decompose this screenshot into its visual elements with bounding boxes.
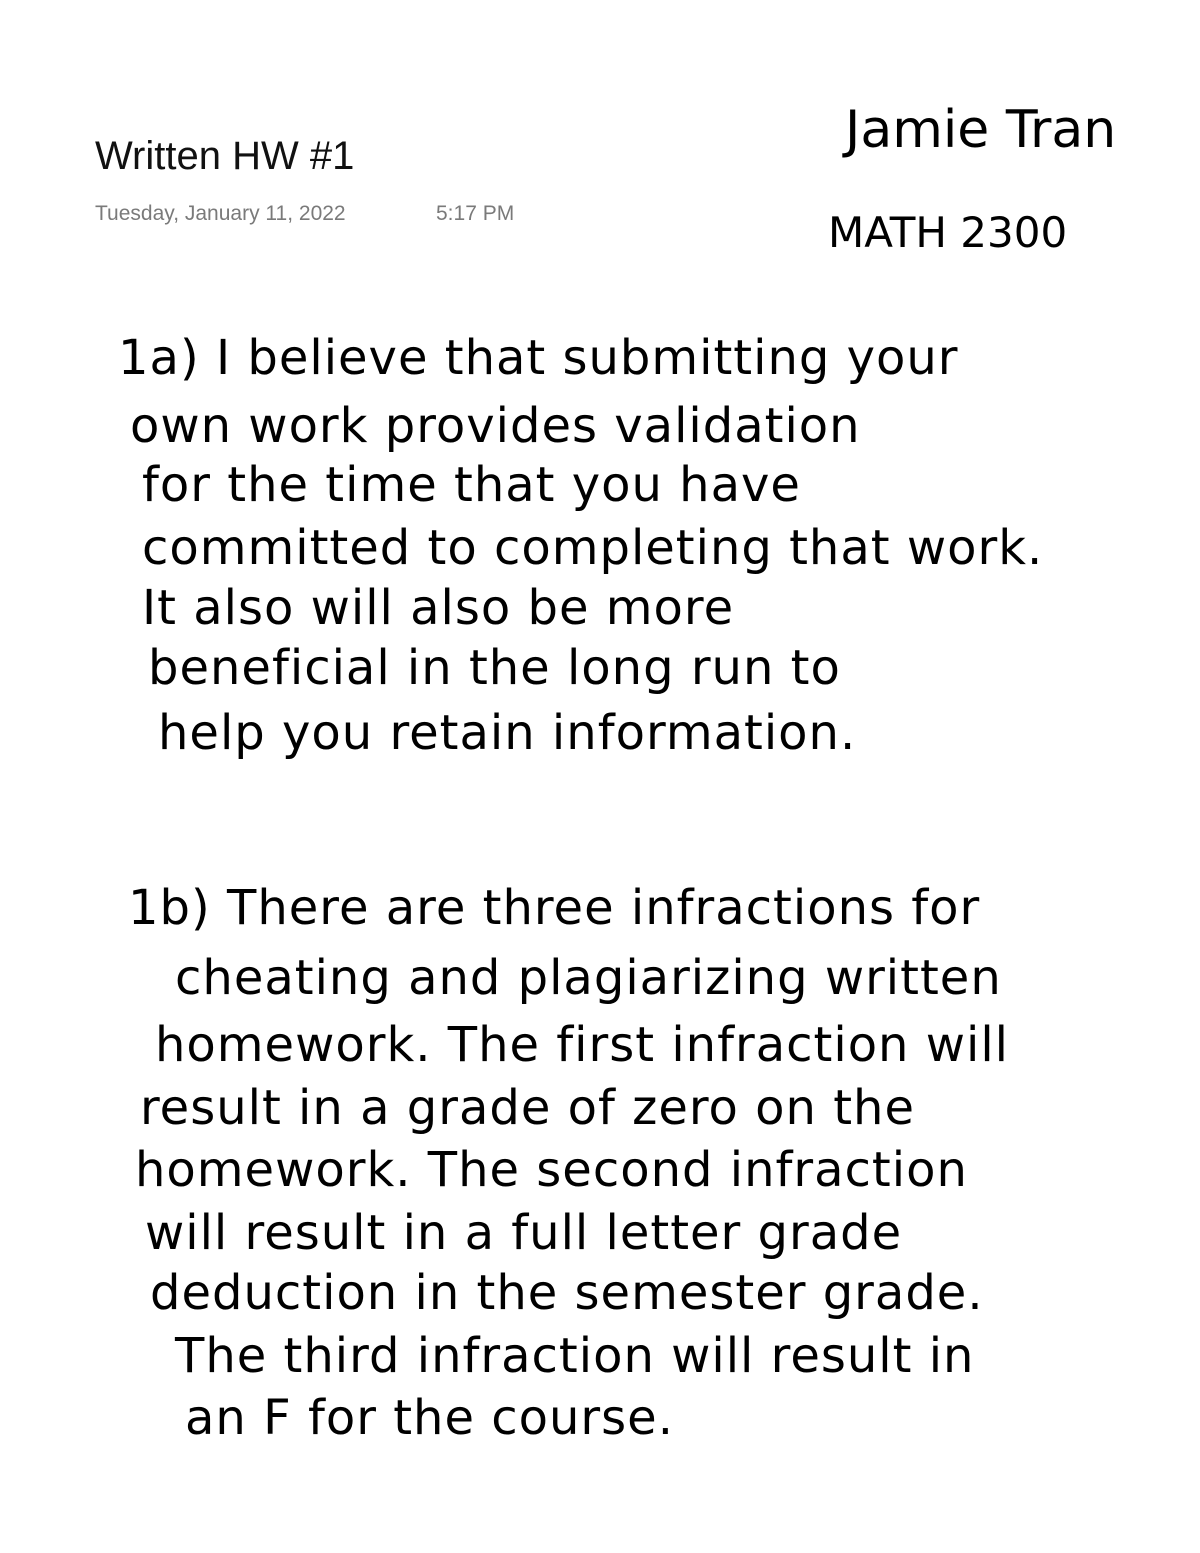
page-date: Tuesday, January 11, 2022 xyxy=(95,202,346,225)
handwritten-line: cheating and plagiarizing written xyxy=(175,950,1002,1006)
handwritten-line: own work provides validation xyxy=(130,398,861,454)
handwritten-line: 1a) I believe that submitting your xyxy=(118,330,959,386)
handwritten-line: an F for the course. xyxy=(185,1390,674,1446)
page-time: 5:17 PM xyxy=(436,202,515,225)
handwritten-line: help you retain information. xyxy=(158,705,857,761)
handwritten-line: will result in a full letter grade xyxy=(145,1205,903,1261)
handwritten-line: It also will also be more xyxy=(142,580,735,636)
handwritten-line: deduction in the semester grade. xyxy=(150,1265,984,1321)
handwritten-line: 1b) There are three infractions for xyxy=(128,880,981,936)
handwritten-line: The third infraction will result in xyxy=(175,1328,975,1384)
page-title: Written HW #1 xyxy=(95,134,355,178)
author-name: Jamie Tran xyxy=(845,100,1117,160)
handwritten-line: beneficial in the long run to xyxy=(148,640,841,696)
handwritten-line: committed to completing that work. xyxy=(142,520,1044,576)
handwritten-line: homework. The first infraction will xyxy=(155,1017,1009,1073)
handwritten-line: result in a grade of zero on the xyxy=(140,1080,915,1136)
handwritten-line: for the time that you have xyxy=(142,457,801,513)
course-code: MATH 2300 xyxy=(828,208,1068,257)
handwritten-line: homework. The second infraction xyxy=(135,1142,968,1198)
